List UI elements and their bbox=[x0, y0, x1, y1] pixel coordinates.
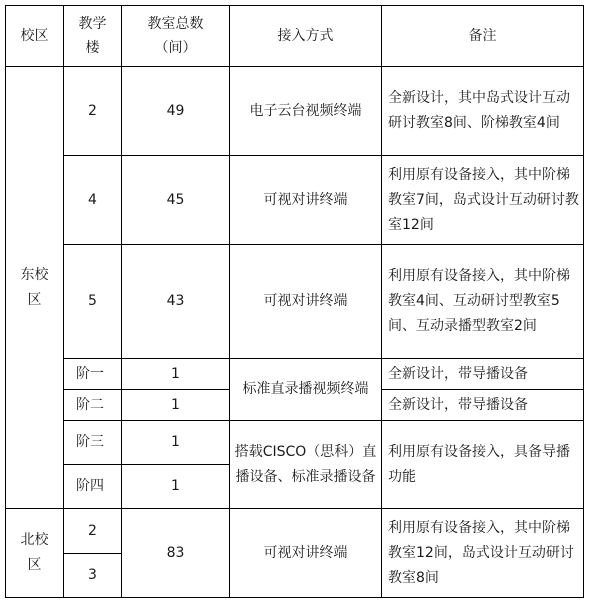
building-cell: 4 bbox=[64, 156, 122, 245]
count-cell: 43 bbox=[122, 245, 230, 359]
count-cell: 83 bbox=[122, 509, 230, 598]
header-classroom-count: 教室总数（间） bbox=[122, 6, 230, 67]
table-row bbox=[6, 156, 584, 245]
table-row bbox=[6, 359, 584, 390]
count-cell: 1 bbox=[122, 421, 230, 465]
access-cell: 标准直录播视频终端 bbox=[230, 359, 382, 421]
header-row bbox=[6, 6, 584, 67]
building-cell: 2 bbox=[64, 509, 122, 554]
header-notes: 备注 bbox=[382, 6, 584, 67]
access-cell: 搭载CISCO（思科）直播设备、标准录播设备 bbox=[230, 421, 382, 509]
count-cell: 45 bbox=[122, 156, 230, 245]
building-cell: 阶二 bbox=[64, 390, 122, 421]
building-cell: 阶四 bbox=[64, 465, 122, 509]
note-cell: 利用原有设备接入，其中阶梯教室7间，岛式设计互动研讨教室12间 bbox=[382, 156, 584, 245]
access-cell: 可视对讲终端 bbox=[230, 245, 382, 359]
classroom-table bbox=[5, 5, 584, 598]
building-cell: 阶一 bbox=[64, 359, 122, 390]
building-cell: 3 bbox=[64, 554, 122, 598]
note-cell: 利用原有设备接入，其中阶梯教室12间，岛式设计互动研讨教室8间 bbox=[382, 509, 584, 598]
header-access-method: 接入方式 bbox=[230, 6, 382, 67]
header-campus: 校区 bbox=[6, 6, 64, 67]
count-cell: 1 bbox=[122, 390, 230, 421]
table-row bbox=[6, 509, 584, 554]
count-cell: 49 bbox=[122, 67, 230, 156]
count-cell: 1 bbox=[122, 465, 230, 509]
header-building: 教学楼 bbox=[64, 6, 122, 67]
building-cell: 5 bbox=[64, 245, 122, 359]
count-cell: 1 bbox=[122, 359, 230, 390]
access-cell: 可视对讲终端 bbox=[230, 156, 382, 245]
table-row bbox=[6, 245, 584, 359]
building-cell: 阶三 bbox=[64, 421, 122, 465]
note-cell: 利用原有设备接入，具备导播功能 bbox=[382, 421, 584, 509]
note-cell: 利用原有设备接入，其中阶梯教室4间、互动研讨型教室5间、互动录播型教室2间 bbox=[382, 245, 584, 359]
access-cell: 可视对讲终端 bbox=[230, 509, 382, 598]
note-cell: 全新设计，带导播设备 bbox=[382, 390, 584, 421]
table-row bbox=[6, 67, 584, 156]
access-cell: 电子云台视频终端 bbox=[230, 67, 382, 156]
campus-east: 东校区 bbox=[6, 67, 64, 509]
table-row bbox=[6, 421, 584, 465]
note-cell: 全新设计，其中岛式设计互动研讨教室8间、阶梯教室4间 bbox=[382, 67, 584, 156]
note-cell: 全新设计，带导播设备 bbox=[382, 359, 584, 390]
campus-north: 北校区 bbox=[6, 509, 64, 598]
building-cell: 2 bbox=[64, 67, 122, 156]
